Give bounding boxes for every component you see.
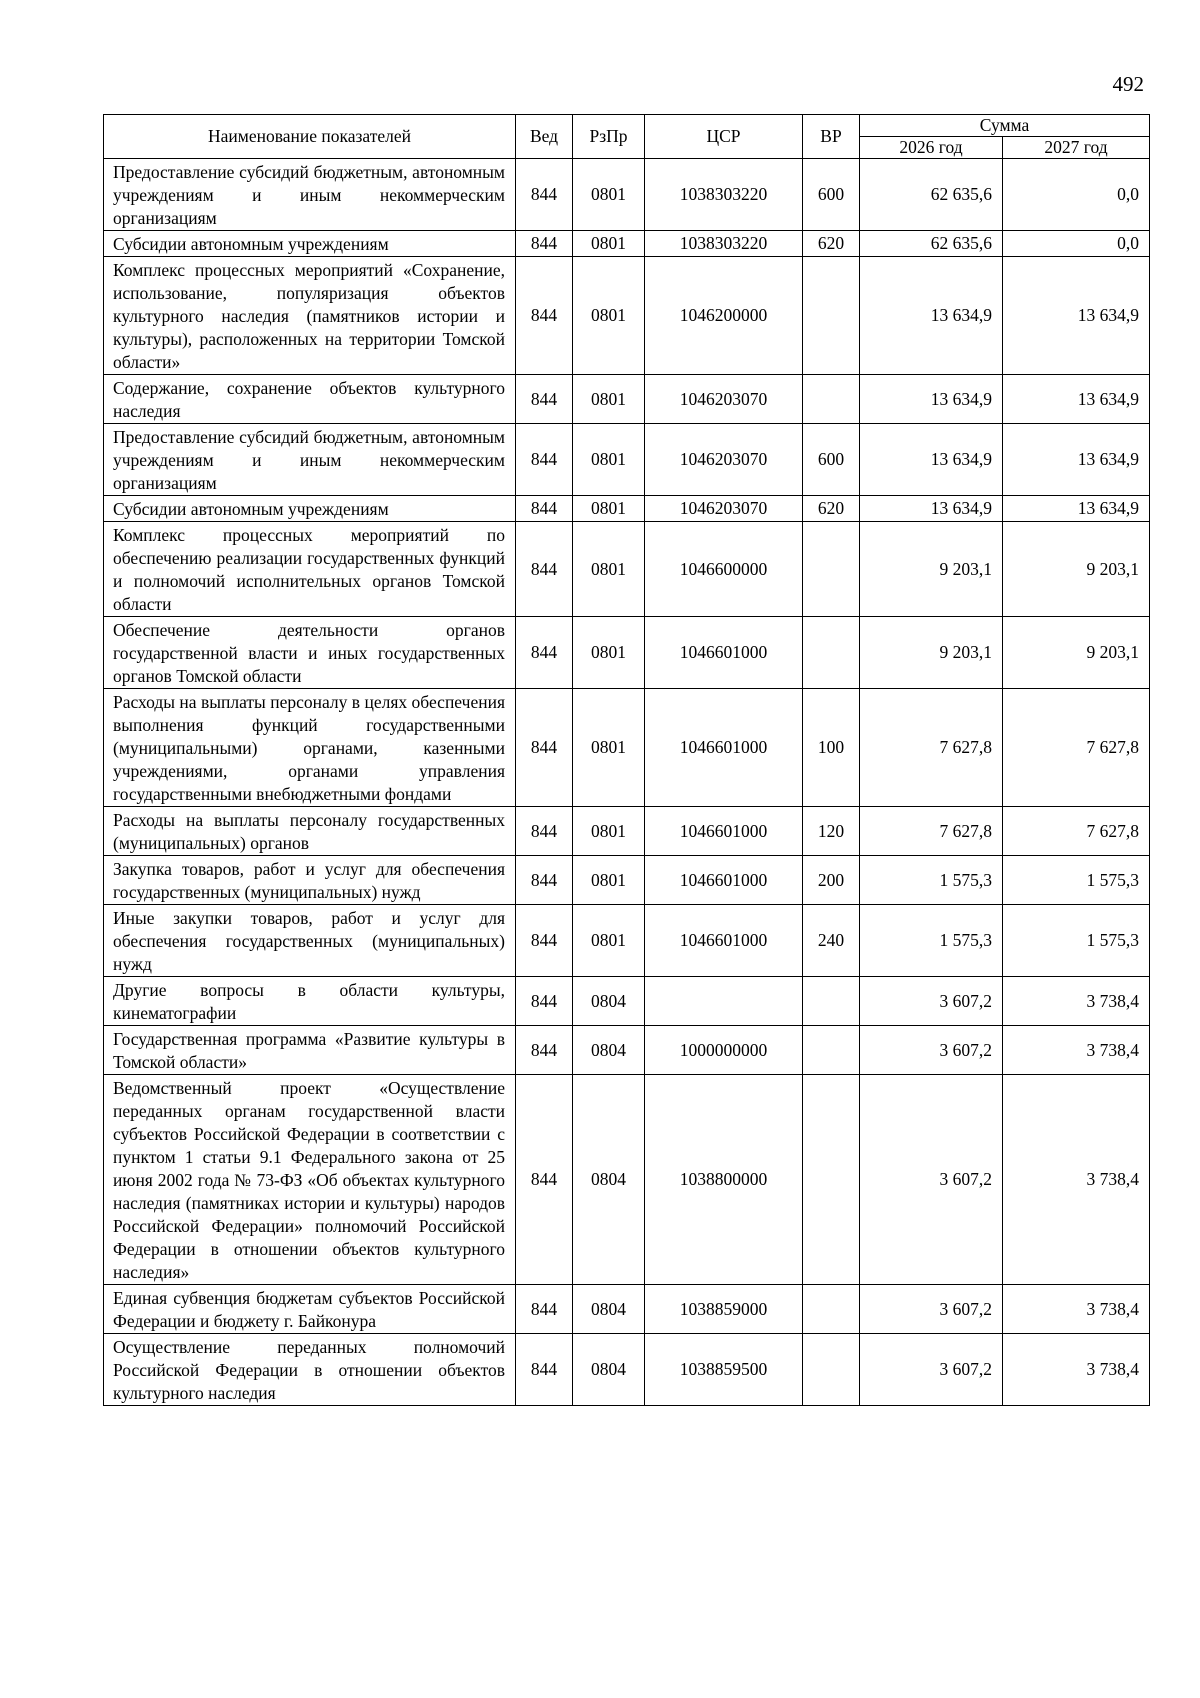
row-rzpr-cell: 0801	[573, 231, 645, 257]
row-rzpr-cell: 0801	[573, 617, 645, 689]
row-ved-cell: 844	[516, 257, 573, 375]
row-ved-cell: 844	[516, 159, 573, 231]
row-csr-cell: 1046601000	[645, 856, 803, 905]
row-2026-cell: 7 627,8	[860, 689, 1003, 807]
row-csr-cell: 1038303220	[645, 231, 803, 257]
row-vr-cell: 200	[803, 856, 860, 905]
row-2026-cell: 9 203,1	[860, 522, 1003, 617]
row-name-cell: Государственная программа «Развитие культуры в Томской области»	[104, 1026, 516, 1075]
table-row	[104, 522, 1150, 617]
row-name-cell: Единая субвенция бюджетам субъектов Российской Федерации и бюджету г. Байконура	[104, 1285, 516, 1334]
row-2027-cell: 1 575,3	[1003, 905, 1150, 977]
row-vr-cell	[803, 1026, 860, 1075]
row-2027-cell: 7 627,8	[1003, 807, 1150, 856]
table-row	[104, 905, 1150, 977]
row-csr-cell: 1046601000	[645, 689, 803, 807]
row-2026-cell: 1 575,3	[860, 905, 1003, 977]
row-csr-cell: 1046600000	[645, 522, 803, 617]
row-ved-cell: 844	[516, 617, 573, 689]
row-rzpr-cell: 0801	[573, 689, 645, 807]
row-2026-cell: 13 634,9	[860, 257, 1003, 375]
header-year-2026: 2026 год	[860, 137, 1003, 159]
row-ved-cell: 844	[516, 1075, 573, 1285]
row-csr-cell: 1046203070	[645, 424, 803, 496]
row-2027-cell: 7 627,8	[1003, 689, 1150, 807]
row-name-cell: Ведомственный проект «Осуществление переданных органам государственной власти субъектов Российской Федерации в соответствии с пунктом 1 статьи 9.1 Федерального закона от 25 июня 2002 года № 73-ФЗ «Об объектах культурного наследия (памятниках истории и культуры) народов Российской Федерации» полномочий Российской Федерации в отношении объектов культурного наследия»	[104, 1075, 516, 1285]
table-row	[104, 689, 1150, 807]
table-row	[104, 159, 1150, 231]
header-name: Наименование показателей	[104, 115, 516, 159]
row-2026-cell: 3 607,2	[860, 977, 1003, 1026]
row-csr-cell: 1046601000	[645, 617, 803, 689]
row-rzpr-cell: 0801	[573, 807, 645, 856]
row-ved-cell: 844	[516, 905, 573, 977]
row-vr-cell	[803, 1075, 860, 1285]
row-rzpr-cell: 0801	[573, 257, 645, 375]
row-2027-cell: 1 575,3	[1003, 856, 1150, 905]
row-ved-cell: 844	[516, 1285, 573, 1334]
row-name-cell: Расходы на выплаты персоналу государственных (муниципальных) органов	[104, 807, 516, 856]
row-2026-cell: 7 627,8	[860, 807, 1003, 856]
table-row	[104, 1334, 1150, 1406]
table-row	[104, 977, 1150, 1026]
row-2027-cell: 13 634,9	[1003, 424, 1150, 496]
header-year-2027: 2027 год	[1003, 137, 1150, 159]
row-ved-cell: 844	[516, 424, 573, 496]
row-ved-cell: 844	[516, 522, 573, 617]
row-vr-cell: 100	[803, 689, 860, 807]
row-rzpr-cell: 0804	[573, 1334, 645, 1406]
row-csr-cell	[645, 977, 803, 1026]
header-vr: ВР	[803, 115, 860, 159]
row-csr-cell: 1046203070	[645, 496, 803, 522]
row-ved-cell: 844	[516, 1334, 573, 1406]
row-rzpr-cell: 0801	[573, 905, 645, 977]
row-2027-cell: 3 738,4	[1003, 977, 1150, 1026]
table-row	[104, 231, 1150, 257]
row-csr-cell: 1038859500	[645, 1334, 803, 1406]
table-row	[104, 257, 1150, 375]
row-rzpr-cell: 0801	[573, 496, 645, 522]
row-name-cell: Субсидии автономным учреждениям	[104, 231, 516, 257]
header-ved: Вед	[516, 115, 573, 159]
row-2027-cell: 13 634,9	[1003, 496, 1150, 522]
row-name-cell: Другие вопросы в области культуры, кинематографии	[104, 977, 516, 1026]
row-2026-cell: 3 607,2	[860, 1334, 1003, 1406]
row-2027-cell: 0,0	[1003, 159, 1150, 231]
table-row	[104, 375, 1150, 424]
table-row	[104, 856, 1150, 905]
row-rzpr-cell: 0804	[573, 1075, 645, 1285]
row-rzpr-cell: 0801	[573, 856, 645, 905]
header-csr: ЦСР	[645, 115, 803, 159]
row-name-cell: Обеспечение деятельности органов государственной власти и иных государственных органов Томской области	[104, 617, 516, 689]
budget-table	[103, 114, 1150, 1406]
table-row	[104, 617, 1150, 689]
row-ved-cell: 844	[516, 856, 573, 905]
row-vr-cell	[803, 257, 860, 375]
row-vr-cell	[803, 522, 860, 617]
row-2027-cell: 3 738,4	[1003, 1334, 1150, 1406]
row-name-cell: Комплекс процессных мероприятий «Сохранение, использование, популяризация объектов культурного наследия (памятников истории и культуры), расположенных на территории Томской области»	[104, 257, 516, 375]
row-2027-cell: 3 738,4	[1003, 1285, 1150, 1334]
row-name-cell: Содержание, сохранение объектов культурного наследия	[104, 375, 516, 424]
row-vr-cell: 600	[803, 159, 860, 231]
row-name-cell: Закупка товаров, работ и услуг для обеспечения государственных (муниципальных) нужд	[104, 856, 516, 905]
row-2027-cell: 9 203,1	[1003, 617, 1150, 689]
row-2026-cell: 3 607,2	[860, 1075, 1003, 1285]
row-vr-cell	[803, 375, 860, 424]
row-name-cell: Расходы на выплаты персоналу в целях обеспечения выполнения функций государственными (муниципальными) органами, казенными учреждениями, органами управления государственными внебюджетными фондами	[104, 689, 516, 807]
row-rzpr-cell: 0804	[573, 1026, 645, 1075]
row-2026-cell: 62 635,6	[860, 231, 1003, 257]
row-2026-cell: 13 634,9	[860, 496, 1003, 522]
row-rzpr-cell: 0804	[573, 1285, 645, 1334]
row-rzpr-cell: 0801	[573, 522, 645, 617]
row-vr-cell	[803, 1285, 860, 1334]
row-ved-cell: 844	[516, 375, 573, 424]
page-number: 492	[1112, 72, 1144, 96]
row-vr-cell	[803, 617, 860, 689]
row-csr-cell: 1038859000	[645, 1285, 803, 1334]
row-2026-cell: 3 607,2	[860, 1026, 1003, 1075]
row-2026-cell: 9 203,1	[860, 617, 1003, 689]
row-vr-cell: 600	[803, 424, 860, 496]
row-vr-cell: 620	[803, 231, 860, 257]
row-vr-cell	[803, 1334, 860, 1406]
row-csr-cell: 1046203070	[645, 375, 803, 424]
row-csr-cell: 1046601000	[645, 807, 803, 856]
row-vr-cell: 240	[803, 905, 860, 977]
row-ved-cell: 844	[516, 977, 573, 1026]
row-name-cell: Осуществление переданных полномочий Российской Федерации в отношении объектов культурного наследия	[104, 1334, 516, 1406]
row-rzpr-cell: 0801	[573, 375, 645, 424]
row-name-cell: Комплекс процессных мероприятий по обеспечению реализации государственных функций и полномочий исполнительных органов Томской области	[104, 522, 516, 617]
row-ved-cell: 844	[516, 496, 573, 522]
table-row	[104, 496, 1150, 522]
header-sum: Сумма	[860, 115, 1150, 137]
table-row	[104, 424, 1150, 496]
row-2027-cell: 9 203,1	[1003, 522, 1150, 617]
row-csr-cell: 1046200000	[645, 257, 803, 375]
header-rzpr: РзПр	[573, 115, 645, 159]
row-2027-cell: 13 634,9	[1003, 375, 1150, 424]
row-ved-cell: 844	[516, 1026, 573, 1075]
row-ved-cell: 844	[516, 689, 573, 807]
table-row	[104, 807, 1150, 856]
row-2026-cell: 62 635,6	[860, 159, 1003, 231]
row-name-cell: Субсидии автономным учреждениям	[104, 496, 516, 522]
row-rzpr-cell: 0801	[573, 159, 645, 231]
row-2027-cell: 13 634,9	[1003, 257, 1150, 375]
table-row	[104, 1075, 1150, 1285]
row-rzpr-cell: 0804	[573, 977, 645, 1026]
row-ved-cell: 844	[516, 231, 573, 257]
row-2026-cell: 13 634,9	[860, 424, 1003, 496]
row-rzpr-cell: 0801	[573, 424, 645, 496]
row-2027-cell: 3 738,4	[1003, 1026, 1150, 1075]
row-name-cell: Предоставление субсидий бюджетным, автономным учреждениям и иным некоммерческим организациям	[104, 424, 516, 496]
table-row	[104, 1026, 1150, 1075]
row-vr-cell	[803, 977, 860, 1026]
row-csr-cell: 1000000000	[645, 1026, 803, 1075]
row-name-cell: Предоставление субсидий бюджетным, автономным учреждениям и иным некоммерческим организациям	[104, 159, 516, 231]
row-csr-cell: 1038800000	[645, 1075, 803, 1285]
row-2026-cell: 3 607,2	[860, 1285, 1003, 1334]
row-csr-cell: 1046601000	[645, 905, 803, 977]
row-ved-cell: 844	[516, 807, 573, 856]
row-vr-cell: 120	[803, 807, 860, 856]
row-2026-cell: 13 634,9	[860, 375, 1003, 424]
row-vr-cell: 620	[803, 496, 860, 522]
row-2027-cell: 3 738,4	[1003, 1075, 1150, 1285]
row-2027-cell: 0,0	[1003, 231, 1150, 257]
table-row	[104, 1285, 1150, 1334]
row-name-cell: Иные закупки товаров, работ и услуг для обеспечения государственных (муниципальных) нужд	[104, 905, 516, 977]
row-2026-cell: 1 575,3	[860, 856, 1003, 905]
row-csr-cell: 1038303220	[645, 159, 803, 231]
